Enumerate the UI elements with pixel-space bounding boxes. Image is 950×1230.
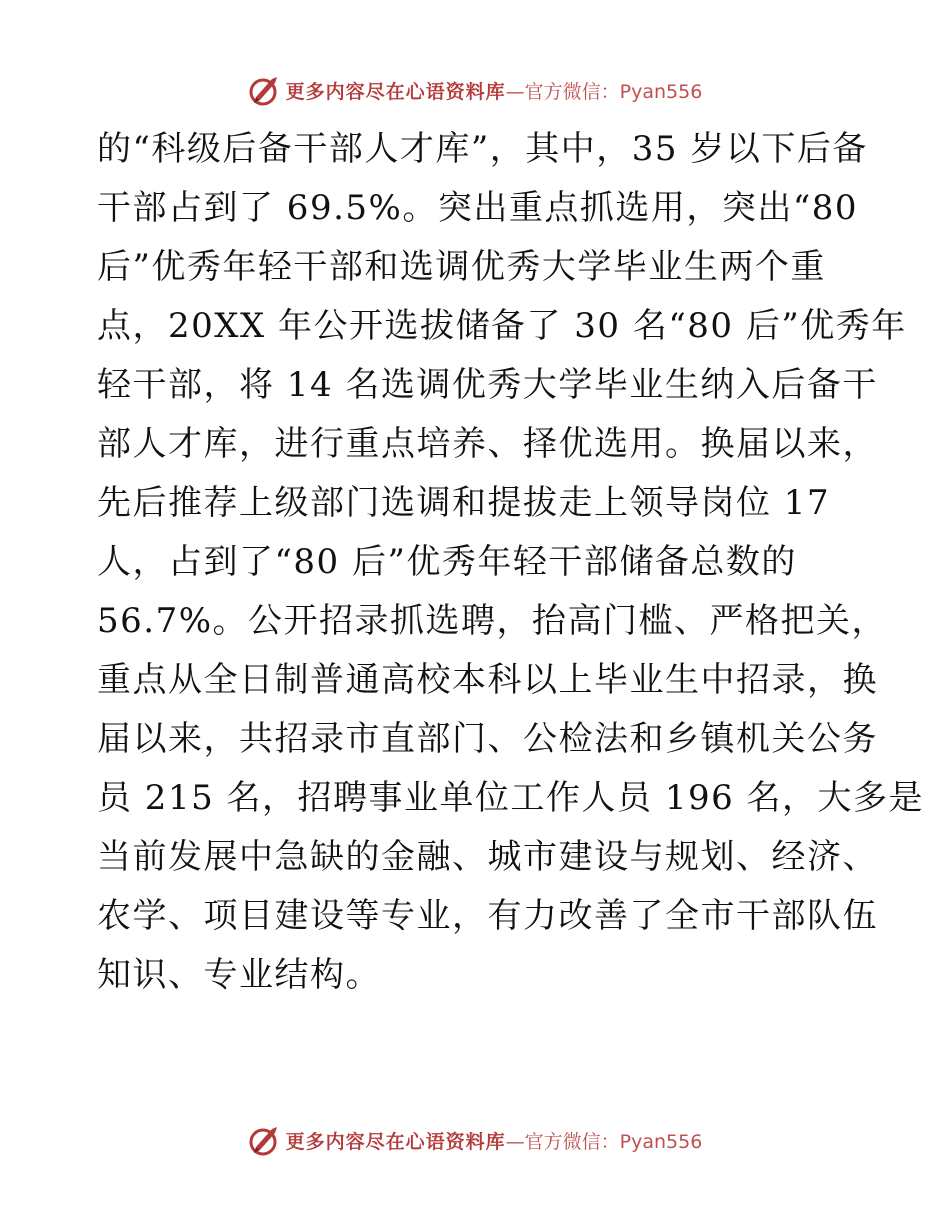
- watermark-contact-text: —官方微信：Pyan556: [505, 1130, 703, 1153]
- watermark-lead-text: 更多内容尽在心语资料库: [285, 1130, 506, 1153]
- text-line: 部人才库，进行重点培养、择优选用。换届以来，: [97, 424, 878, 464]
- quill-logo-icon: [248, 73, 282, 107]
- text-line: 轻干部，将 14 名选调优秀大学毕业生纳入后备干: [97, 365, 878, 405]
- footer-watermark: [0, 1122, 950, 1158]
- text-line: 重点从全日制普通高校本科以上毕业生中招录，换: [97, 660, 878, 700]
- text-line: 56.7%。公开招录抓选聘，抬高门槛、严格把关，: [97, 601, 888, 641]
- watermark-contact-text: —官方微信：Pyan556: [505, 80, 703, 103]
- text-line: 人，占到了“80 后”优秀年轻干部储备总数的: [97, 542, 797, 582]
- document-paragraph: [97, 120, 925, 1005]
- text-line: 后”优秀年轻干部和选调优秀大学毕业生两个重: [97, 247, 826, 287]
- text-line: 员 215 名，招聘事业单位工作人员 196 名，大多是: [97, 778, 925, 818]
- text-line: 点，20XX 年公开选拔储备了 30 名“80 后”优秀年: [97, 306, 907, 346]
- text-line: 的“科级后备干部人才库”，其中，35 岁以下后备: [97, 129, 868, 169]
- text-line: 届以来，共招录市直部门、公检法和乡镇机关公务: [97, 719, 878, 759]
- text-line: 当前发展中急缺的金融、城市建设与规划、经济、: [97, 837, 878, 877]
- watermark-lead-text: 更多内容尽在心语资料库: [285, 80, 506, 103]
- text-line: 农学、项目建设等专业，有力改善了全市干部队伍: [97, 896, 878, 936]
- text-line: 干部占到了 69.5%。突出重点抓选用，突出“80: [97, 188, 858, 228]
- quill-logo-icon: [248, 1123, 282, 1157]
- text-line: 知识、专业结构。: [97, 955, 381, 995]
- text-line: 先后推荐上级部门选调和提拔走上领导岗位 17: [97, 483, 831, 523]
- header-watermark: [0, 72, 950, 108]
